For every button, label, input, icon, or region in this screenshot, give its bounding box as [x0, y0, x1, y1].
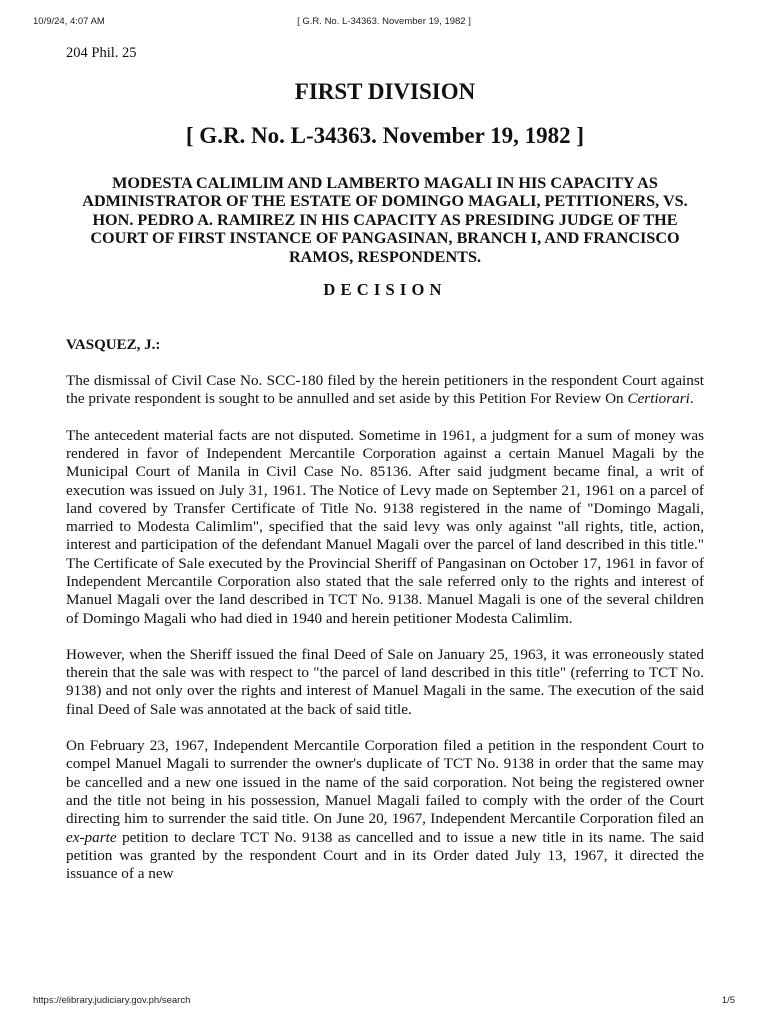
- print-header: [33, 16, 735, 30]
- print-page-title: [ G.R. No. L-34363. November 19, 1982 ]: [297, 16, 471, 27]
- paragraph-4-text-a: On February 23, 1967, Independent Mercantile Corporation filed a petition in the respondent Court to compel Manuel Magali to surrender the owner's duplicate of TCT No. 9138 in order that the same may be cancelled and a new one issued in the name of the said corporation. Not being the registered owner and the title not being in his possession, Manuel Magali failed to comply with the order of the Court directing him to surrender the said title. On June 20, 1967, Independent Mercantile Corporation filed an: [66, 737, 704, 828]
- print-page-number: 1/5: [721, 995, 735, 1006]
- paragraph-4-italic: ex-parte: [66, 828, 117, 846]
- gr-number-heading: [ G.R. No. L-34363. November 19, 1982 ]: [185, 123, 585, 148]
- paragraph-4-text-b: petition to declare TCT No. 9138 as cancelled and to issue a new title in its name. The said petition was granted by the respondent Court and in its Order dated July 13, 1967, it directed the issuance of a new: [66, 828, 704, 883]
- case-parties: MODESTA CALIMLIM AND LAMBERTO MAGALI IN HIS CAPACITY AS ADMINISTRATOR OF THE ESTATE OF DOMINGO MAGALI, PETITIONERS, VS. HON. PEDRO A. RAMIREZ IN HIS CAPACITY AS PRESIDING JUDGE OF THE COURT OF FIRST INSTANCE OF PANGASINAN, BRANCH I, AND FRANCISCO RAMOS, RESPONDENTS.: [82, 174, 688, 266]
- paragraph-1-text: The dismissal of Civil Case No. SCC-180 filed by the herein petitioners in the respondent Court against the private respondent is sought to be annulled and set aside by this Petition For Review On: [66, 372, 704, 408]
- paragraph-1-end: .: [689, 390, 694, 408]
- print-datetime: 10/9/24, 4:07 AM: [33, 16, 105, 27]
- paragraph-1: [66, 372, 704, 409]
- decision-heading: DECISION: [323, 280, 447, 300]
- paragraph-4: [66, 737, 704, 883]
- paragraph-2: The antecedent material facts are not disputed. Sometime in 1961, a judgment for a sum of money was rendered in favor of Independent Mercantile Corporation against a certain Manuel Magali by the Municipal Court of Manila in Civil Case No. 85136. After said judgment became final, a writ of execution was issued on July 31, 1961. The Notice of Levy made on September 21, 1961 on a parcel of land covered by Transfer Certificate of Title No. 9138 registered in the name of "Domingo Magali, married to Modesta Calimlim", specified that the said levy was only against "all rights, title, action, interest and participation of the defendant Manuel Magali over the parcel of land described in this title." The Certificate of Sale executed by the Provincial Sheriff of Pangasinan on October 17, 1961 in favor of Independent Mercantile Corporation also stated that the sale referred only to the rights and interest of Manuel Magali over the land described in TCT No. 9138. Manuel Magali is one of the several children of Domingo Magali who had died in 1940 and herein petitioner Modesta Calimlim.: [66, 426, 704, 627]
- ponente: VASQUEZ, J.:: [66, 337, 161, 354]
- print-footer: [33, 995, 735, 1009]
- paragraph-3: However, when the Sheriff issued the final Deed of Sale on January 25, 1963, it was erroneously stated therein that the sale was with respect to "the parcel of land described in this title" (referring to TCT No. 9138) and not only over the rights and interest of Manuel Magali in the same. The execution of the said final Deed of Sale was annotated at the back of said title.: [66, 645, 704, 718]
- case-citation: 204 Phil. 25: [66, 45, 137, 61]
- division-heading: FIRST DIVISION: [294, 79, 476, 104]
- print-url: https://elibrary.judiciary.gov.ph/search: [33, 995, 191, 1006]
- paragraph-1-italic: Certiorari: [627, 390, 690, 408]
- document-body: [66, 44, 704, 883]
